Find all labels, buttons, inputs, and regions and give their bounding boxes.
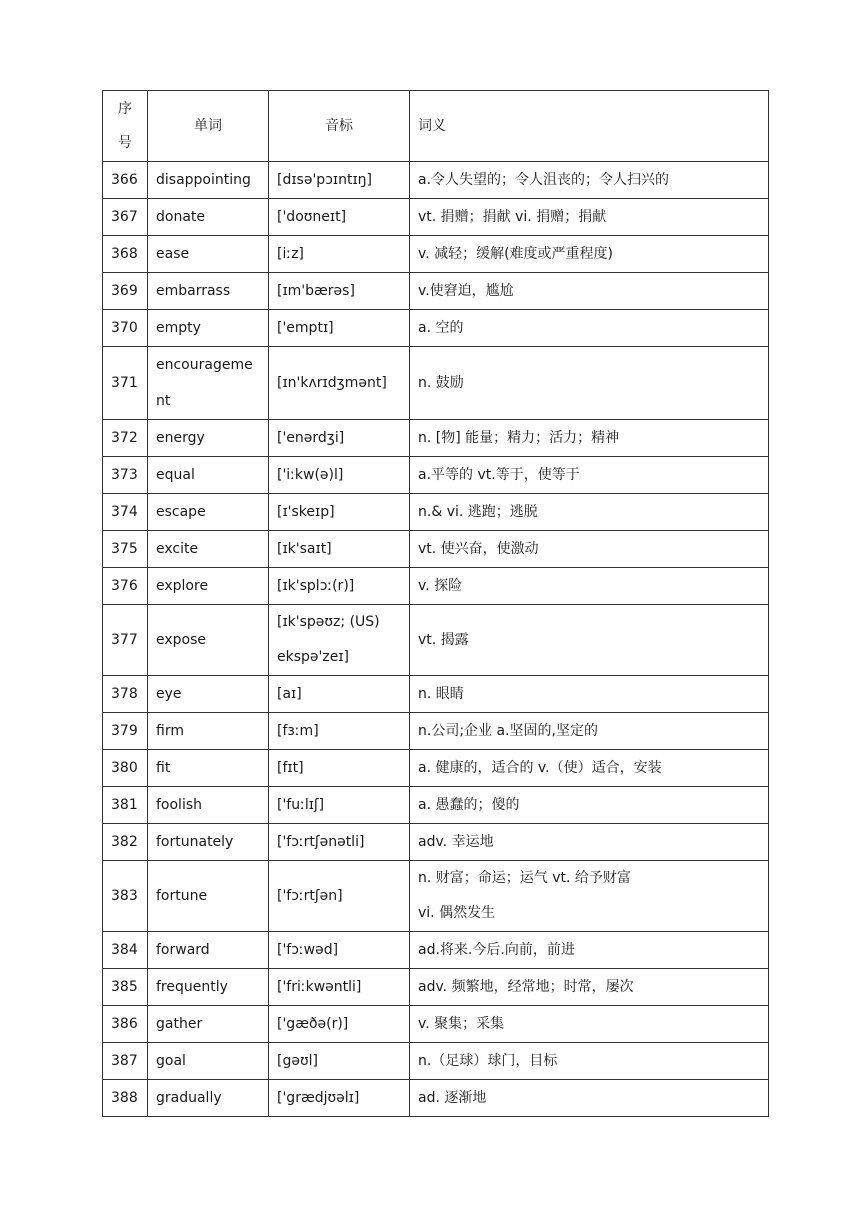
row-phonetic: ['friːkwəntli] — [269, 969, 410, 1006]
row-word: excite — [148, 531, 269, 568]
table-row — [103, 1080, 769, 1117]
row-meaning: vt. 捐赠；捐献 vi. 捐赠；捐献 — [410, 199, 769, 236]
table-row — [103, 605, 769, 676]
phonetic-line-1: [ɪk'spəʊz; (US) — [277, 614, 380, 630]
row-number: 377 — [103, 605, 148, 676]
row-word: explore — [148, 568, 269, 605]
row-phonetic: ['enərdʒi] — [269, 420, 410, 457]
row-meaning: adv. 频繁地，经常地；时常，屡次 — [410, 969, 769, 1006]
row-meaning: a.平等的 vt.等于，使等于 — [410, 457, 769, 494]
row-phonetic: ['fɔːrtʃən] — [269, 861, 410, 932]
row-phonetic: [fɪt] — [269, 750, 410, 787]
row-meaning: vt. 揭露 — [410, 605, 769, 676]
row-meaning: a. 健康的，适合的 v.（使）适合，安装 — [410, 750, 769, 787]
row-phonetic: [ɪk'splɔː(r)] — [269, 568, 410, 605]
row-number: 376 — [103, 568, 148, 605]
row-word: goal — [148, 1043, 269, 1080]
table-row — [103, 824, 769, 861]
row-number: 369 — [103, 273, 148, 310]
header-meaning: 词义 — [410, 91, 769, 162]
row-number: 375 — [103, 531, 148, 568]
row-meaning: v. 聚集；采集 — [410, 1006, 769, 1043]
row-phonetic: ['grædjʊəlɪ] — [269, 1080, 410, 1117]
vocabulary-table — [102, 90, 769, 1117]
row-word: expose — [148, 605, 269, 676]
row-phonetic: ['gæðə(r)] — [269, 1006, 410, 1043]
row-word: eye — [148, 676, 269, 713]
header-word: 单词 — [148, 91, 269, 162]
row-number: 382 — [103, 824, 148, 861]
row-word: gradually — [148, 1080, 269, 1117]
row-meaning: a.令人失望的；令人沮丧的；令人扫兴的 — [410, 162, 769, 199]
row-meaning: a. 愚蠢的；傻的 — [410, 787, 769, 824]
row-phonetic — [269, 605, 410, 676]
table-row — [103, 969, 769, 1006]
row-number: 371 — [103, 347, 148, 420]
row-word: fortune — [148, 861, 269, 932]
row-meaning: n. 眼睛 — [410, 676, 769, 713]
row-phonetic: [gəʊl] — [269, 1043, 410, 1080]
row-number: 383 — [103, 861, 148, 932]
row-word: forward — [148, 932, 269, 969]
row-number: 388 — [103, 1080, 148, 1117]
row-number: 372 — [103, 420, 148, 457]
row-number: 381 — [103, 787, 148, 824]
row-word: energy — [148, 420, 269, 457]
table-row — [103, 750, 769, 787]
table-row — [103, 787, 769, 824]
table-row — [103, 713, 769, 750]
row-word: embarrass — [148, 273, 269, 310]
table-row — [103, 531, 769, 568]
row-meaning: a. 空的 — [410, 310, 769, 347]
row-phonetic: ['emptɪ] — [269, 310, 410, 347]
row-word: foolish — [148, 787, 269, 824]
row-number: 368 — [103, 236, 148, 273]
row-phonetic: [ɪk'saɪt] — [269, 531, 410, 568]
table-row — [103, 420, 769, 457]
row-meaning: n. 鼓励 — [410, 347, 769, 420]
row-word: fit — [148, 750, 269, 787]
row-phonetic: ['fɔːrtʃənətli] — [269, 824, 410, 861]
row-number: 378 — [103, 676, 148, 713]
row-meaning: n.& vi. 逃跑；逃脱 — [410, 494, 769, 531]
row-number: 374 — [103, 494, 148, 531]
row-word: donate — [148, 199, 269, 236]
row-meaning — [410, 861, 769, 932]
table-row — [103, 162, 769, 199]
row-phonetic: [iːz] — [269, 236, 410, 273]
row-word: escape — [148, 494, 269, 531]
meaning-line-2: vi. 偶然发生 — [418, 905, 496, 921]
row-number: 367 — [103, 199, 148, 236]
row-meaning: ad. 逐渐地 — [410, 1080, 769, 1117]
row-meaning: n.公司;企业 a.坚固的,坚定的 — [410, 713, 769, 750]
row-meaning: n. [物] 能量；精力；活力；精神 — [410, 420, 769, 457]
row-phonetic: [ɪn'kʌrɪdʒmənt] — [269, 347, 410, 420]
row-number: 386 — [103, 1006, 148, 1043]
row-number: 373 — [103, 457, 148, 494]
row-word: gather — [148, 1006, 269, 1043]
row-meaning: vt. 使兴奋，使激动 — [410, 531, 769, 568]
row-phonetic: ['iːkw(ə)l] — [269, 457, 410, 494]
table-row — [103, 1043, 769, 1080]
row-word: equal — [148, 457, 269, 494]
row-phonetic: [dɪsə'pɔɪntɪŋ] — [269, 162, 410, 199]
row-number: 384 — [103, 932, 148, 969]
row-word: disappointing — [148, 162, 269, 199]
row-phonetic: [aɪ] — [269, 676, 410, 713]
row-number: 385 — [103, 969, 148, 1006]
row-phonetic: [ɪm'bærəs] — [269, 273, 410, 310]
table-header-row — [103, 91, 769, 162]
row-meaning: v. 探险 — [410, 568, 769, 605]
row-number: 379 — [103, 713, 148, 750]
table-row — [103, 457, 769, 494]
header-number: 序 号 — [103, 91, 148, 162]
row-word: fortunately — [148, 824, 269, 861]
table-row — [103, 932, 769, 969]
row-phonetic: ['fuːlɪʃ] — [269, 787, 410, 824]
table-row — [103, 494, 769, 531]
row-meaning: v. 减轻；缓解(难度或严重程度) — [410, 236, 769, 273]
row-word: empty — [148, 310, 269, 347]
row-number: 380 — [103, 750, 148, 787]
row-phonetic: [fɜːm] — [269, 713, 410, 750]
table-row — [103, 199, 769, 236]
table-row — [103, 273, 769, 310]
row-meaning: adv. 幸运地 — [410, 824, 769, 861]
phonetic-line-2: ekspə'zeɪ] — [277, 649, 349, 665]
row-word: ease — [148, 236, 269, 273]
row-number: 370 — [103, 310, 148, 347]
row-meaning: ad.将来.今后.向前，前进 — [410, 932, 769, 969]
row-phonetic: [ɪ'skeɪp] — [269, 494, 410, 531]
table-row — [103, 347, 769, 420]
table-row — [103, 568, 769, 605]
row-word: encouragement — [148, 347, 269, 420]
row-phonetic: ['fɔːwəd] — [269, 932, 410, 969]
header-phonetic: 音标 — [269, 91, 410, 162]
table-row — [103, 676, 769, 713]
table-row — [103, 861, 769, 932]
row-meaning: n.（足球）球门，目标 — [410, 1043, 769, 1080]
table-row — [103, 1006, 769, 1043]
meaning-line-1: n. 财富；命运；运气 vt. 给予财富 — [418, 870, 631, 886]
row-number: 366 — [103, 162, 148, 199]
table-row — [103, 236, 769, 273]
row-meaning: v.使窘迫，尴尬 — [410, 273, 769, 310]
row-number: 387 — [103, 1043, 148, 1080]
row-word: frequently — [148, 969, 269, 1006]
table-row — [103, 310, 769, 347]
row-phonetic: ['doʊneɪt] — [269, 199, 410, 236]
row-word: firm — [148, 713, 269, 750]
